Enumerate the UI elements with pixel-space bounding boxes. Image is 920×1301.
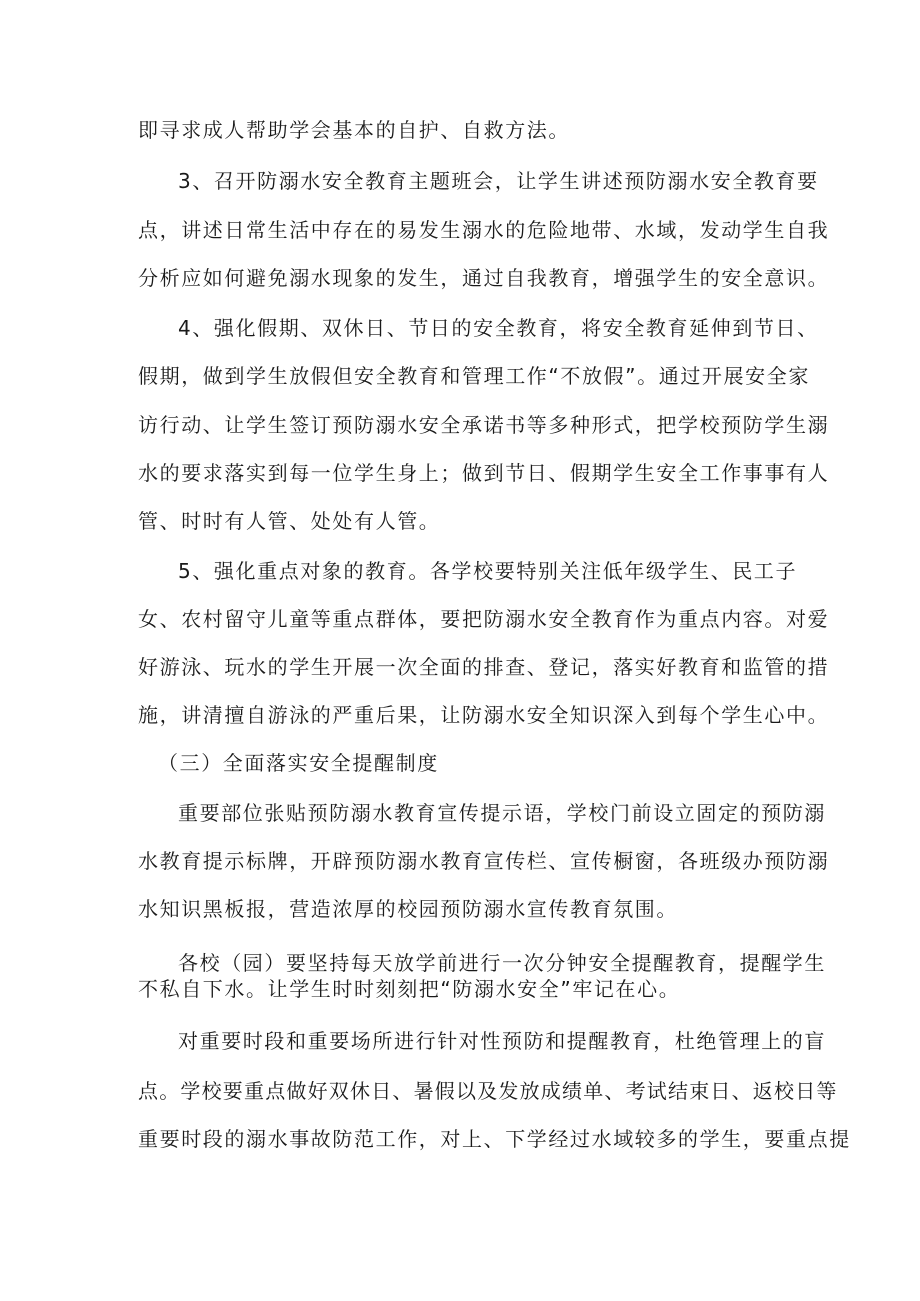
text-line: 点，讲述日常生活中存在的易发生溺水的危险地带、水域，发动学生自我 — [138, 218, 830, 242]
text-line: 施，讲清擅自游泳的严重后果，让防溺水安全知识深入到每个学生心中。 — [138, 703, 830, 727]
text-line: 水知识黑板报，营造浓厚的校园预防溺水宣传教育氛围。 — [138, 897, 678, 921]
text-line: 好游泳、玩水的学生开展一次全面的排查、登记，落实好教育和监管的措 — [138, 655, 830, 679]
text-line: 水的要求落实到每一位学生身上；做到节日、假期学生安全工作事事有人 — [138, 461, 830, 485]
text-line: 水教育提示标牌，开辟预防溺水教育宣传栏、宣传橱窗，各班级办预防溺 — [138, 849, 830, 873]
text-line: 5、强化重点对象的教育。各学校要特别关注低年级学生、民工子 — [178, 559, 798, 583]
text-line: 访行动、让学生签订预防溺水安全承诺书等多种形式，把学校预防学生溺 — [138, 413, 830, 437]
text-line: 不私自下水。让学生时时刻刻把“防溺水安全”牢记在心。 — [138, 977, 681, 1001]
text-line: 女、农村留守儿童等重点群体，要把防溺水安全教育作为重点内容。对爱 — [138, 607, 830, 631]
text-line: 重要时段的溺水事故防范工作，对上、下学经过水域较多的学生，要重点提 — [138, 1127, 851, 1151]
text-line: 各校（园）要坚持每天放学前进行一次分钟安全提醒教育，提醒学生 — [178, 951, 826, 975]
text-line: 点。学校要重点做好双休日、暑假以及发放成绩单、考试结束日、返校日等 — [138, 1079, 838, 1103]
text-line: 管、时时有人管、处处有人管。 — [138, 509, 441, 533]
text-line: 4、强化假期、双休日、节日的安全教育，将安全教育延伸到节日、 — [178, 316, 819, 340]
section-heading: （三）全面落实安全提醒制度 — [158, 751, 439, 775]
text-line: 即寻求成人帮助学会基本的自护、自救方法。 — [138, 118, 570, 142]
text-line: 重要部位张贴预防溺水教育宣传提示语，学校门前设立固定的预防溺 — [178, 801, 826, 825]
text-line: 对重要时段和重要场所进行针对性预防和提醒教育，杜绝管理上的盲 — [178, 1029, 826, 1053]
text-line: 分析应如何避免溺水现象的发生，通过自我教育，增强学生的安全意识。 — [138, 266, 830, 290]
text-line: 3、召开防溺水安全教育主题班会，让学生讲述预防溺水安全教育要 — [178, 169, 819, 193]
text-line: 假期，做到学生放假但安全教育和管理工作“不放假”。通过开展安全家 — [138, 364, 810, 388]
